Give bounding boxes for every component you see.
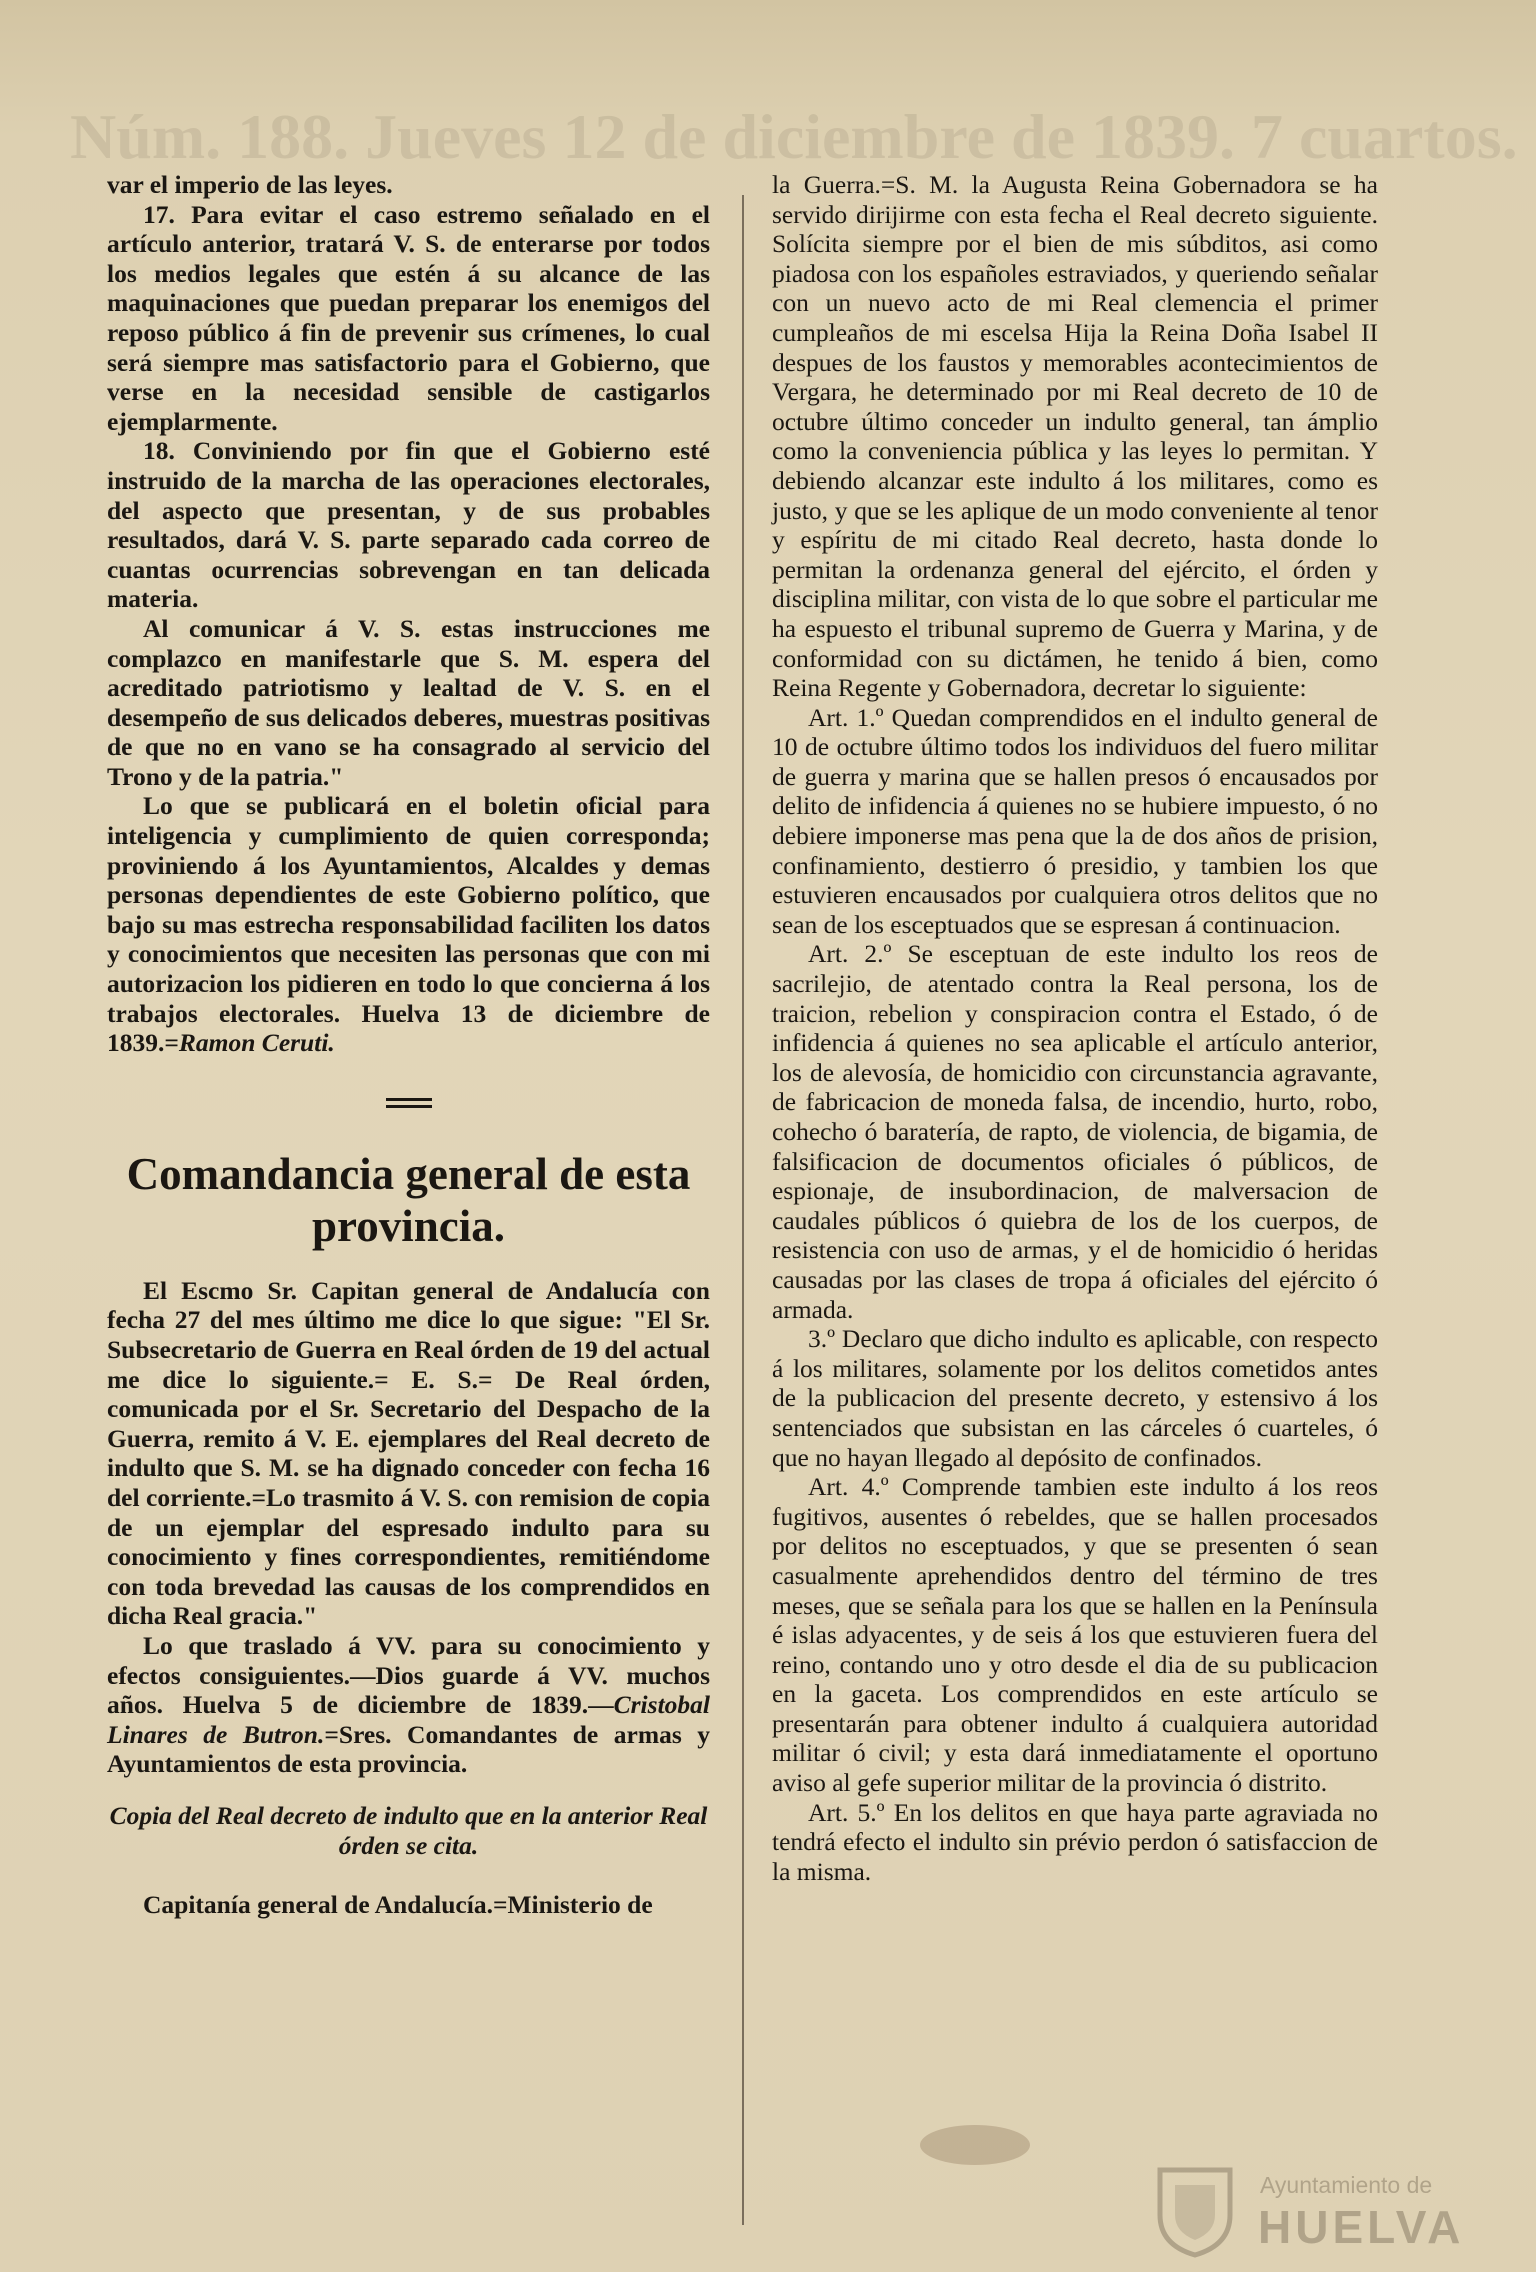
article-17: 17. Para evitar el caso estremo señalado en el artículo anterior, tratará V. S. de enterarse por todos los medios legales que estén á su alcance de las maquinaciones que puedan preparar los enemigos del reposo público á fin de prevenir sus crímenes, lo cual será siempre mas satisfactorio para el Gobierno, que verse en la necesidad sensible de castigarlos ejemplarmente.: [107, 199, 710, 436]
section-separator: [386, 1098, 432, 1108]
decree-article-2: Art. 2.º Se esceptuan de este indulto los reos de sacrilejio, de atentado contra la Real persona, los de traicion, rebelion y conspiracion contra el Estado, ó de infidencia á quienes no sea aplicable el artículo anterior, los de alevosía, de homicidio con circunstancia agravante, de fabricacion de moneda falsa, de incendio, hurto, robo, cohecho ó baratería, de rapto, de violencia, de bigamia, de falsificacion de documentos oficiales ó públicos, de espionaje, de insubordinacion, de malversacion de caudales públicos ó quiebra de los de los cuerpos, de resistencia con uso de armas, y el de homicidio ó heridas causadas por las clases de tropa á oficiales del ejército ó armada.: [772, 939, 1378, 1324]
publication-notice: [107, 791, 710, 1057]
section-heading: Comandancia general de esta provincia.: [126, 1148, 691, 1251]
closing-paragraph: Al comunicar á V. S. estas instrucciones me complazco en manifestarle que S. M. espera del acreditado patriotismo y lealtad de V. S. en el desempeño de sus delicados deberes, muestras positivas de que no en vano se ha consagrado al servicio del Trono y de la patria.": [107, 613, 710, 791]
traslado-paragraph: [107, 1631, 710, 1779]
column-rule: [742, 195, 744, 2225]
traslado-recipients: =Sres. Comandantes de armas y Ayuntamientos de esta provincia.: [107, 1719, 710, 1779]
paragraph-continuation: var el imperio de las leyes.: [107, 170, 393, 199]
comandancia-letter: El Escmo Sr. Capitan general de Andalucía con fecha 27 del mes último me dice lo que sigue: "El Sr. Subsecretario de Guerra en Real órden de 19 del actual me dice lo siguiente.= E. S.= De Real órden, comunicada por el Sr. Secretario del Despacho de la Guerra, remito á V. E. ejemplares del Real decreto de indulto que S. M. se ha dignado conceder con fecha 16 del corriente.=Lo trasmito á V. S. con remision de copia de un ejemplar del espresado indulto para su conocimiento y fines correspondientes, remitiéndome con toda brevedad las causas de los comprendidos en dicha Real gracia.": [107, 1275, 710, 1631]
decree-article-3: 3.º Declaro que dicho indulto es aplicable, con respecto á los militares, solamente por los delitos cometidos antes de la publicacion del presente decreto, y estensivo á los sentenciados que subsistan en las cárceles ó cuarteles, ó que no hayan llegado al depósito de confinados.: [772, 1324, 1378, 1472]
publication-notice-text: Lo que se publicará en el boletin oficial para inteligencia y cumplimiento de quien corresponda; proviniendo á los Ayuntamientos, Alcaldes y demas personas dependientes de este Gobierno político, que bajo su mas estrecha responsabilidad faciliten los datos y conocimientos que necesiten las personas que con mi autorizacion los pidieren en todo lo que concierna á los trabajos electorales. Huelva 13 de diciembre de 1839.=: [107, 791, 710, 1058]
archive-watermark: [1140, 2160, 1480, 2260]
masthead-bleed-through: Núm. 188. Jueves 12 de diciembre de 1839. 7 cuartos.: [70, 101, 1518, 172]
decree-article-4: Art. 4.º Comprende tambien este indulto á los reos fugitivos, ausentes ó rebeldes, que se hallen procesados por delitos no esceptuados, y que se presenten ó sean casualmente aprehendidos dentro del término de tres meses, que se señala para los que se hallen en la Península é islas adyacentes, y de seis á los que estuvieren fuera del reino, contando uno y otro desde el dia de su publicacion en la gaceta. Los comprendidos en este artículo se presentarán para obtener indulto á cualquiera autoridad militar ó civil; y esta dará inmediatamente el oportuno aviso al gefe superior militar de la provincia ó distrito.: [772, 1472, 1378, 1798]
right-column: [772, 170, 1378, 1886]
ink-stain: [920, 2125, 1030, 2165]
decree-article-5: Art. 5.º En los delitos en que haya parte agraviada no tendrá efecto el indulto sin prévio perdon ó satisfaccion de la misma.: [772, 1797, 1378, 1886]
decree-article-1: Art. 1.º Quedan comprendidos en el indulto general de 10 de octubre último todos los individuos del fuero militar de guerra y marina que se hallen presos ó encausados por delito de infidencia á quienes no se hubiere impuesto, ó no debiere imponerse mas pena que la de dos años de prision, confinamiento, destierro ó presidio, y tambien los que estuvieren encausados por cualquiera otros delitos que no sean de los esceptuados que se espresan á continuacion.: [772, 702, 1378, 939]
signature-linares: Cristobal Linares de Butron.: [107, 1690, 710, 1749]
decree-copy-caption: Copia del Real decreto de indulto que en la anterior Real órden se cita.: [109, 1800, 708, 1860]
left-column: [107, 170, 710, 1920]
watermark-line-1: Ayuntamiento de: [1260, 2172, 1433, 2198]
decree-intro: la Guerra.=S. M. la Augusta Reina Gobernadora se ha servido dirijirme con esta fecha el Real decreto siguiente. Solícita siempre por el bien de mis súbditos, asi como piadosa con los españoles estraviados, y queriendo señalar con un nuevo acto de mi Real clemencia el primer cumpleaños de mi escelsa Hija la Reina Doña Isabel II despues de los faustos y memorables acontecimientos de Vergara, he determinado por mi Real decreto de 10 de octubre último conceder un indulto general, tan ámplio como la conveniencia pública y las leyes lo permitan. Y debiendo alcanzar este indulto á los militares, como es justo, y que se les aplique de un modo conveniente al tenor y espíritu de mi citado Real decreto, hasta donde lo permitan la ordenanza general del ejército, el órden y disciplina militar, con vista de lo que sobre el particular me ha espuesto el tribunal supremo de Guerra y Marina, y de conformidad con su dictámen, he tenido á bien, como Reina Regente y Gobernadora, decretar lo siguiente:: [772, 170, 1378, 703]
coat-of-arms-icon: [1140, 2160, 1250, 2260]
signature-ceruti: Ramon Ceruti.: [178, 1028, 335, 1058]
capitania-line: Capitanía general de Andalucía.=Ministerio de: [143, 1890, 653, 1920]
article-18: 18. Conviniendo por fin que el Gobierno esté instruido de la marcha de las operaciones electorales, del aspecto que presentan, y de sus probables resultados, dará V. S. parte separado cada correo de cuantas ocurrencias sobrevengan en tan delicada materia.: [107, 436, 710, 614]
watermark-line-2: HUELVA: [1258, 2201, 1465, 2253]
traslado-text: Lo que traslado á VV. para su conocimiento y efectos consiguientes.—Dios guarde á VV. muchos años. Huelva 5 de diciembre de 1839.—: [107, 1630, 710, 1720]
